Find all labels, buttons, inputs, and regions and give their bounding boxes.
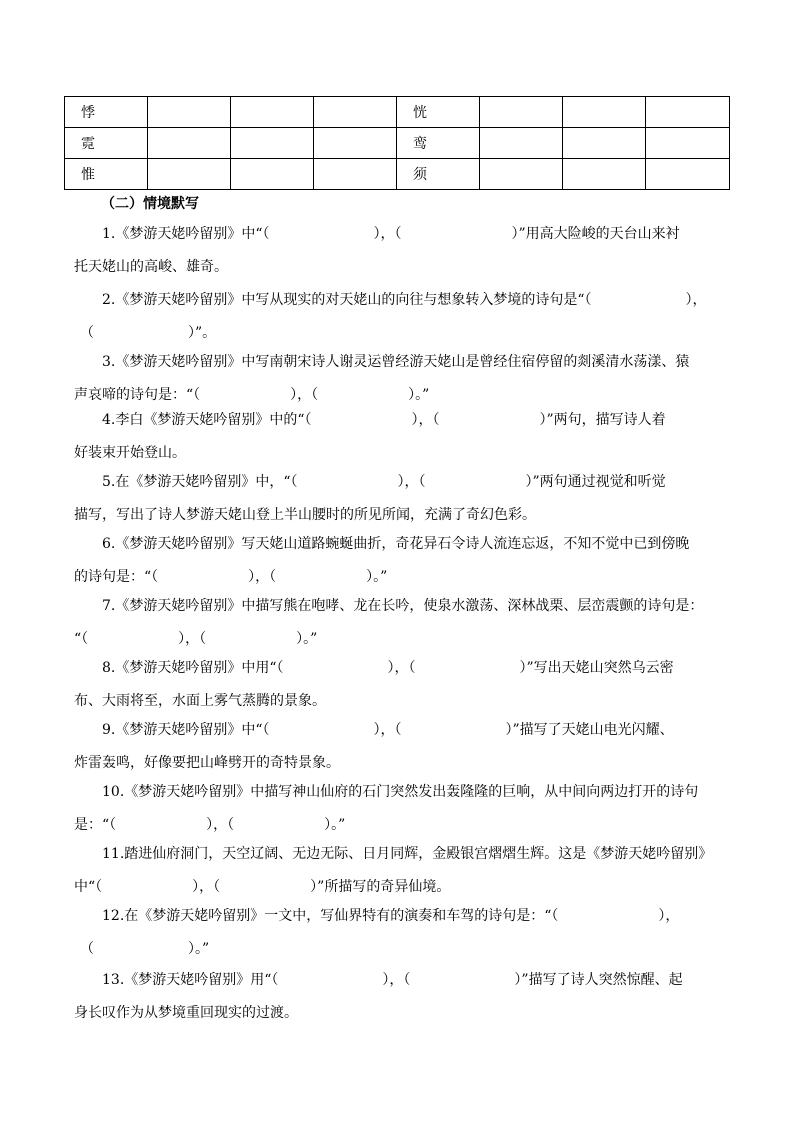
question-text: 12.在《梦游天姥吟留别》一文中，写仙界特有的演奏和车驾的诗句是：“（	[102, 908, 559, 924]
question-text: ），（	[192, 879, 221, 895]
question-text: ）”用高大险峻的天台山来衬	[511, 226, 680, 242]
question-text: ）。”	[408, 387, 430, 403]
table-cell-blank[interactable]	[480, 97, 563, 128]
table-cell-blank[interactable]	[480, 128, 563, 159]
question-text: ）”。	[188, 325, 217, 341]
question-text: ）。”	[188, 941, 210, 957]
question-text: 炸雷轰鸣，好像要把山峰劈开的奇特景象。	[74, 755, 340, 771]
table-cell-blank[interactable]	[314, 97, 397, 128]
question-text: 好装束开始登山。	[74, 445, 186, 461]
question-text: ）。”	[324, 817, 346, 833]
table-cell-blank[interactable]	[231, 97, 314, 128]
question-text: 7.《梦游天姥吟留别》中描写熊在咆哮、龙在长吟，使泉水激荡、深林战栗、层峦震颤的诗句是：	[102, 598, 704, 614]
table-cell-blank[interactable]	[314, 159, 397, 190]
question-text: ）”写出天姥山突然乌云密	[519, 660, 674, 676]
table-cell-char: 霓	[65, 128, 148, 159]
question-text: 描写，写出了诗人梦游天姥山登上半山腰时的所见所闻，充满了奇幻色彩。	[74, 507, 536, 523]
table-cell-blank[interactable]	[646, 97, 730, 128]
question-text: 1.《梦游天姥吟留别》中“（	[102, 226, 270, 242]
question-text: “（	[74, 631, 89, 647]
question-text: 布、大雨将至，水面上雾气蒸腾的景象。	[74, 693, 326, 709]
question-item	[74, 964, 734, 1030]
table-cell-char: 悸	[65, 97, 148, 128]
section-title: （二）情境默写	[101, 196, 199, 212]
question-item	[74, 776, 734, 842]
question-text: ）。”	[366, 569, 388, 585]
question-item	[74, 838, 734, 904]
table-row	[65, 159, 730, 190]
table-row	[65, 97, 730, 128]
question-text: ），（	[373, 226, 402, 242]
question-item	[74, 404, 734, 470]
table-cell-blank[interactable]	[231, 128, 314, 159]
question-text: 2.《梦游天姥吟留别》中写从现实的对天姥山的向往与想象转入梦境的诗句是“（	[102, 292, 592, 308]
question-text: 托天姥山的高峻、雄奇。	[74, 259, 228, 275]
question-text: ）”两句，描写诗人着	[539, 412, 666, 428]
question-text: 11.踏进仙府洞门，天空辽阔、无边无际、日月同辉，金殿银宫熠熠生辉。这是《梦游天姥吟留别》	[102, 846, 713, 862]
table-cell-char: 恍	[397, 97, 480, 128]
question-item	[74, 590, 734, 656]
table-cell-blank[interactable]	[148, 159, 231, 190]
question-text: （	[80, 941, 94, 957]
question-text: 4.李白《梦游天姥吟留别》中的“（	[102, 412, 312, 428]
question-item	[74, 652, 734, 718]
question-item	[74, 218, 734, 284]
question-item	[74, 714, 734, 780]
question-text: ），（	[206, 817, 235, 833]
question-text: ）”描写了天姥山电光闪耀、	[505, 722, 674, 738]
question-item	[74, 900, 734, 966]
question-text: 的诗句是：“（	[74, 569, 159, 585]
question-text: 6.《梦游天姥吟留别》写天姥山道路蜿蜒曲折，奇花异石令诗人流连忘返，不知不觉中已到傍晚	[102, 536, 690, 552]
vocab-table	[64, 96, 730, 190]
question-text: ），（	[248, 569, 277, 585]
question-text: 8.《梦游天姥吟留别》中用“（	[102, 660, 284, 676]
question-text: 是：“（	[74, 817, 117, 833]
question-text: 3.《梦游天姥吟留别》中写南朝宋诗人谢灵运曾经游天姥山是曾经住宿停留的剡溪清水荡漾、猿	[102, 354, 690, 370]
question-text: （	[80, 325, 94, 341]
question-text: ），（	[387, 660, 416, 676]
table-cell-blank[interactable]	[148, 97, 231, 128]
table-cell-blank[interactable]	[646, 128, 730, 159]
question-text: 身长叹作为从梦境重回现实的过渡。	[74, 1005, 298, 1021]
table-cell-char: 须	[397, 159, 480, 190]
question-item	[74, 528, 734, 594]
question-text: ）”描写了诗人突然惊醒、起	[514, 972, 683, 988]
question-text: 13.《梦游天姥吟留别》用“（	[102, 972, 279, 988]
table-cell-blank[interactable]	[480, 159, 563, 190]
table-row	[65, 128, 730, 159]
table-cell-blank[interactable]	[148, 128, 231, 159]
table-cell-blank[interactable]	[563, 159, 646, 190]
question-text: ），（	[178, 631, 207, 647]
table-cell-blank[interactable]	[563, 128, 646, 159]
question-text: ），（	[411, 412, 440, 428]
question-text: ），（	[290, 387, 319, 403]
question-text: ），	[658, 908, 680, 924]
question-text: ）。”	[296, 631, 318, 647]
table-cell-blank[interactable]	[231, 159, 314, 190]
question-item	[74, 284, 734, 350]
question-text: 声哀啼的诗句是：“（	[74, 387, 201, 403]
question-text: ）”所描写的奇异仙境。	[310, 879, 451, 895]
table-cell-char: 惟	[65, 159, 148, 190]
table-cell-blank[interactable]	[646, 159, 730, 190]
question-text: 9.《梦游天姥吟留别》中“（	[102, 722, 270, 738]
question-text: 10.《梦游天姥吟留别》中描写神山仙府的石门突然发出轰隆隆的巨响，从中间向两边打开的诗句	[102, 784, 699, 800]
table-cell-blank[interactable]	[563, 97, 646, 128]
question-text: ）”两句通过视觉和听觉	[525, 474, 666, 490]
question-text: ），（	[373, 722, 402, 738]
question-text: ），	[685, 292, 707, 308]
question-text: 5.在《梦游天姥吟留别》中，“（	[102, 474, 298, 490]
table-cell-blank[interactable]	[314, 128, 397, 159]
question-text: 中“（	[74, 879, 103, 895]
question-item	[74, 346, 734, 412]
table-cell-char: 鸾	[397, 128, 480, 159]
question-text: ），（	[382, 972, 411, 988]
question-item	[74, 466, 734, 532]
question-text: ），（	[397, 474, 426, 490]
